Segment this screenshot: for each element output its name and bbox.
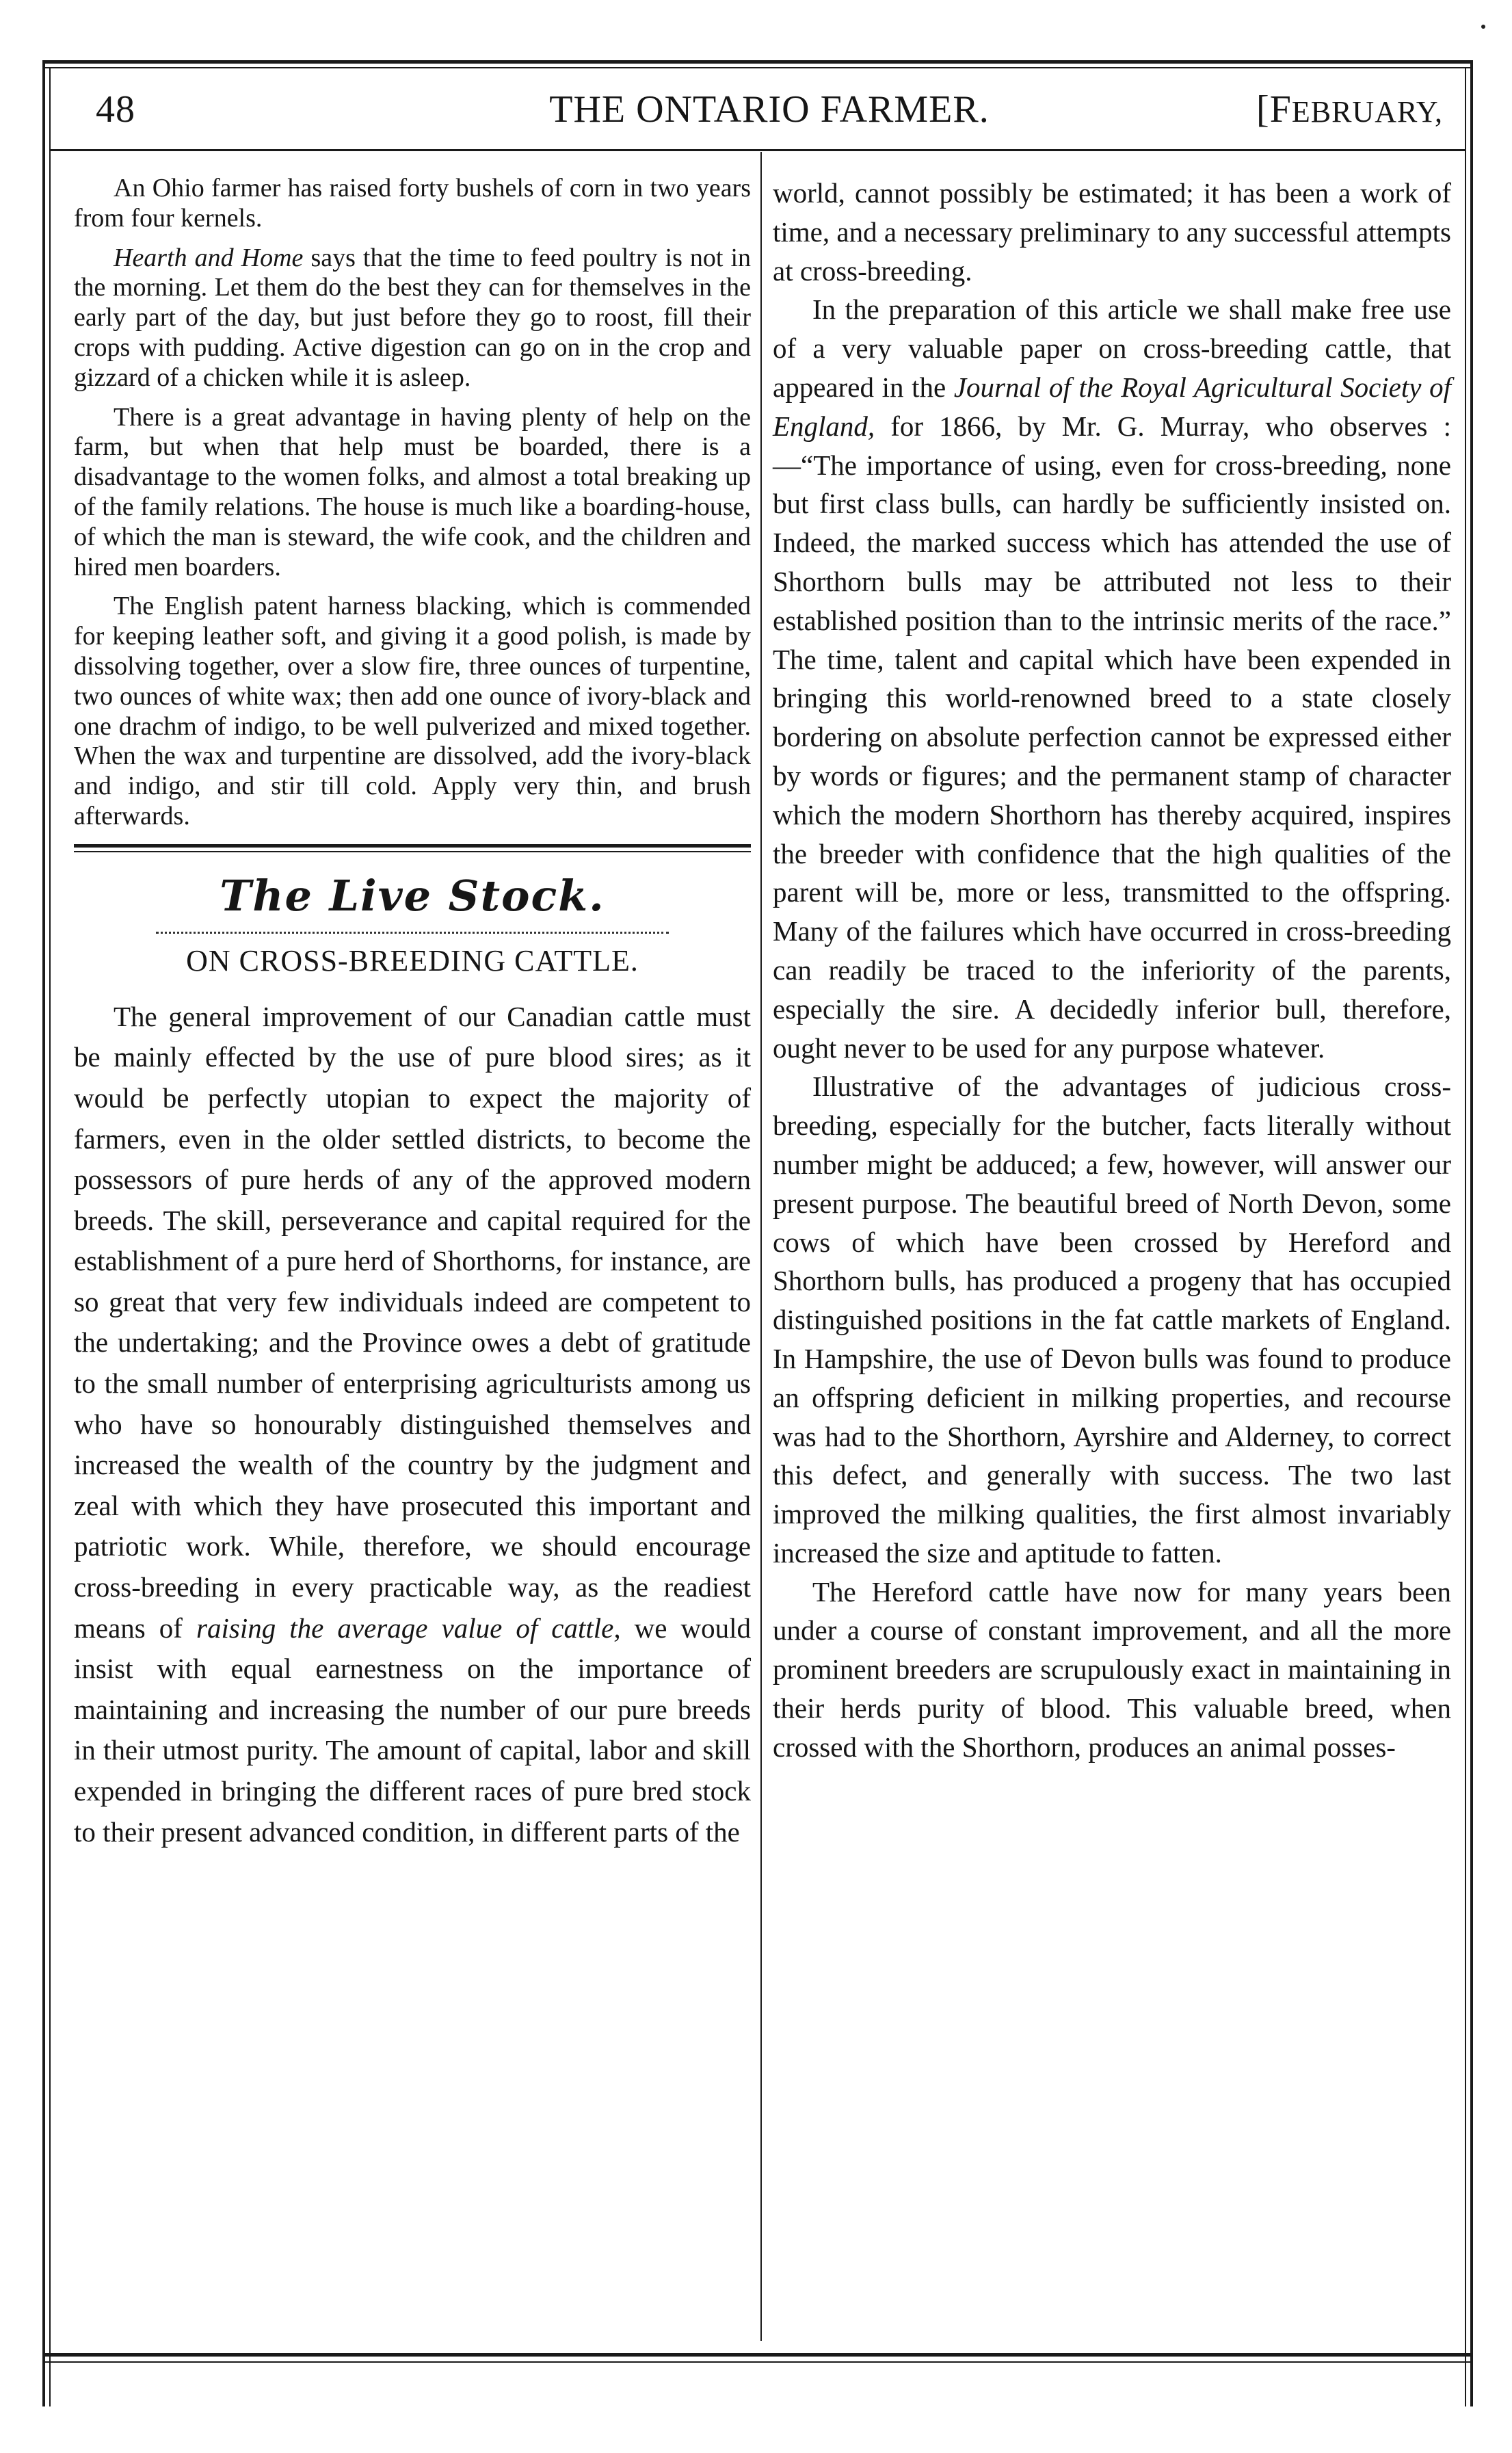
page-header bbox=[82, 88, 1457, 142]
journal-title: Journal of the Royal Agricultural Society of England, bbox=[773, 371, 1451, 442]
article-paragraph-continued: world, cannot possibly be estimated; it has been a work of time, and a necessary preliminary to any successful attempts at cross-breeding. bbox=[773, 177, 1451, 287]
frame-rule-bottom-thin bbox=[42, 2361, 1473, 2363]
section-divider bbox=[74, 841, 751, 858]
article-body-left bbox=[74, 997, 751, 1852]
issue-month: [FEBRUARY, bbox=[1256, 88, 1443, 131]
page-number: 48 bbox=[96, 88, 135, 131]
frame-rule-left-thin bbox=[49, 67, 51, 2406]
column-separator bbox=[760, 152, 762, 2341]
hearth-and-home-title: Hearth and Home bbox=[114, 243, 304, 272]
frame-rule-left bbox=[42, 60, 45, 2406]
publication-title: THE ONTARIO FARMER. bbox=[549, 88, 990, 131]
right-column bbox=[773, 174, 1451, 1767]
article-paragraph: The Hereford cattle have now for many years been under a course of constant improvement, and all the more prominent breeders are scrupulously exact in maintaining in their herds purity of blood. This valuable breed, when crossed with the Shorthorn, produces an animal posses- bbox=[773, 1575, 1451, 1763]
frame-rule-right-thin bbox=[1465, 67, 1466, 2406]
section-title: The Live Stock. bbox=[220, 870, 605, 921]
article-title: ON CROSS-BREEDING CATTLE. bbox=[186, 943, 639, 978]
dotted-ornament bbox=[156, 926, 669, 934]
short-notes bbox=[74, 174, 751, 832]
frame-rule-right bbox=[1470, 60, 1473, 2406]
article-paragraph: In the preparation of this article we shall make free use of a very valuable paper on cross-breeding cattle, that appeared in the Journal of the Royal Agricultural Society of England, for 1866, by Mr. G. Murray, who observes :—“The importance of using, even for cross-breeding, none but first class bulls, can hardly be sufficiently insisted on. Indeed, the marked success which has attended the use of Shorthorn bulls may be attributed not less to their established position than to the intrinsic merits of the race.” The time, talent and capital which have been expended in bringing this world-renowned breed to a state closely bordering on absolute perfection cannot be expressed either by words or figures; and the permanent stamp of character which the modern Shorthorn has thereby acquired, inspires the breeder with confidence that the high qualities of the parent will be, more or less, transmitted to the offspring. Many of the failures which have occurred in cross-breeding can readily be traced to the inferiority of the parents, especially the sire. A decidedly inferior bull, therefore, ought never to be used for any purpose whatever. bbox=[773, 293, 1451, 1064]
frame-rule-top-thin bbox=[42, 67, 1473, 68]
note-poultry: Hearth and Home says that the time to feed poultry is not in the morning. Let them do the best they can for themselves in the early part of the day, but just before they go to roost, fill their crops with pudding. Active digestion can go on in the crop and gizzard of a chicken while it is asleep. bbox=[74, 243, 752, 392]
ink-speck bbox=[1481, 25, 1485, 29]
frame-rule-bottom bbox=[42, 2353, 1473, 2357]
note-farm-help: There is a great advantage in having plenty of help on the farm, but when that help must be boarded, there is a disadvantage to the women folks, and almost a total breaking up of the family relations. The house is much like a boarding-house, of which the man is steward, the wife cook, and the children and hired men boarders. bbox=[74, 402, 751, 581]
article-paragraph: The general improvement of our Canadian cattle must be mainly effected by the use of pure blood sires; as it would be perfectly utopian to expect the majority of farmers, even in the older settled districts, to become the possessors of pure herds of any of the approved modern breeds. The skill, perseverance and capital required for the establishment of a pure herd of Shorthorns, for instance, are so great that very few individuals indeed are competent to the undertaking; and the Province owes a debt of gratitude to the small number of enterprising agriculturists among us who have so honourably distinguished themselves and increased the wealth of the country by the judgment and zeal with which they have prosecuted this important and patriotic work. While, therefore, we should encourage cross-breeding in every practicable way, as the readiest means of raising the average value of cattle, we would insist with equal earnestness on the importance of maintaining and increasing the number of our pure breeds in their utmost purity. The amount of capital, labor and skill expended in bringing the different races of pure bred stock to their present advanced condition, in different parts of the bbox=[74, 1000, 752, 1848]
article-paragraph: Illustrative of the advantages of judicious cross-breeding, especially for the butcher, facts literally without number might be adduced; a few, however, will answer our present purpose. The beautiful breed of North Devon, some cows of which have been crossed by Hereford and Shorthorn bulls, has produced a progeny that has occupied distinguished positions in the fat cattle markets of England. In Hampshire, the use of Devon bulls was found to produce an offspring deficient in milking properties, and recourse was had to the Shorthorn, Ayrshire and Alderney, to correct this defect, and generally with success. The two last improved the milking qualities, the first almost invariably increased the size and aptitude to fatten. bbox=[773, 1071, 1451, 1569]
frame-rule-top bbox=[42, 60, 1473, 64]
header-rule bbox=[51, 149, 1465, 151]
left-column bbox=[74, 174, 751, 1852]
note-harness-blacking: The English patent harness blacking, which is commended for keeping leather soft, and giving it a good polish, is made by dissolving together, over a slow fire, three ounces of turpentine, two ounces of white wax; then add one ounce of ivory-black and one drachm of indigo, to be well pulverized and mixed together. When the wax and turpentine are dissolved, add the ivory-black and indigo, and stir till cold. Apply very thin, and brush afterwards. bbox=[74, 592, 751, 830]
note-ohio-corn: An Ohio farmer has raised forty bushels of corn in two years from four kernels. bbox=[74, 174, 751, 233]
